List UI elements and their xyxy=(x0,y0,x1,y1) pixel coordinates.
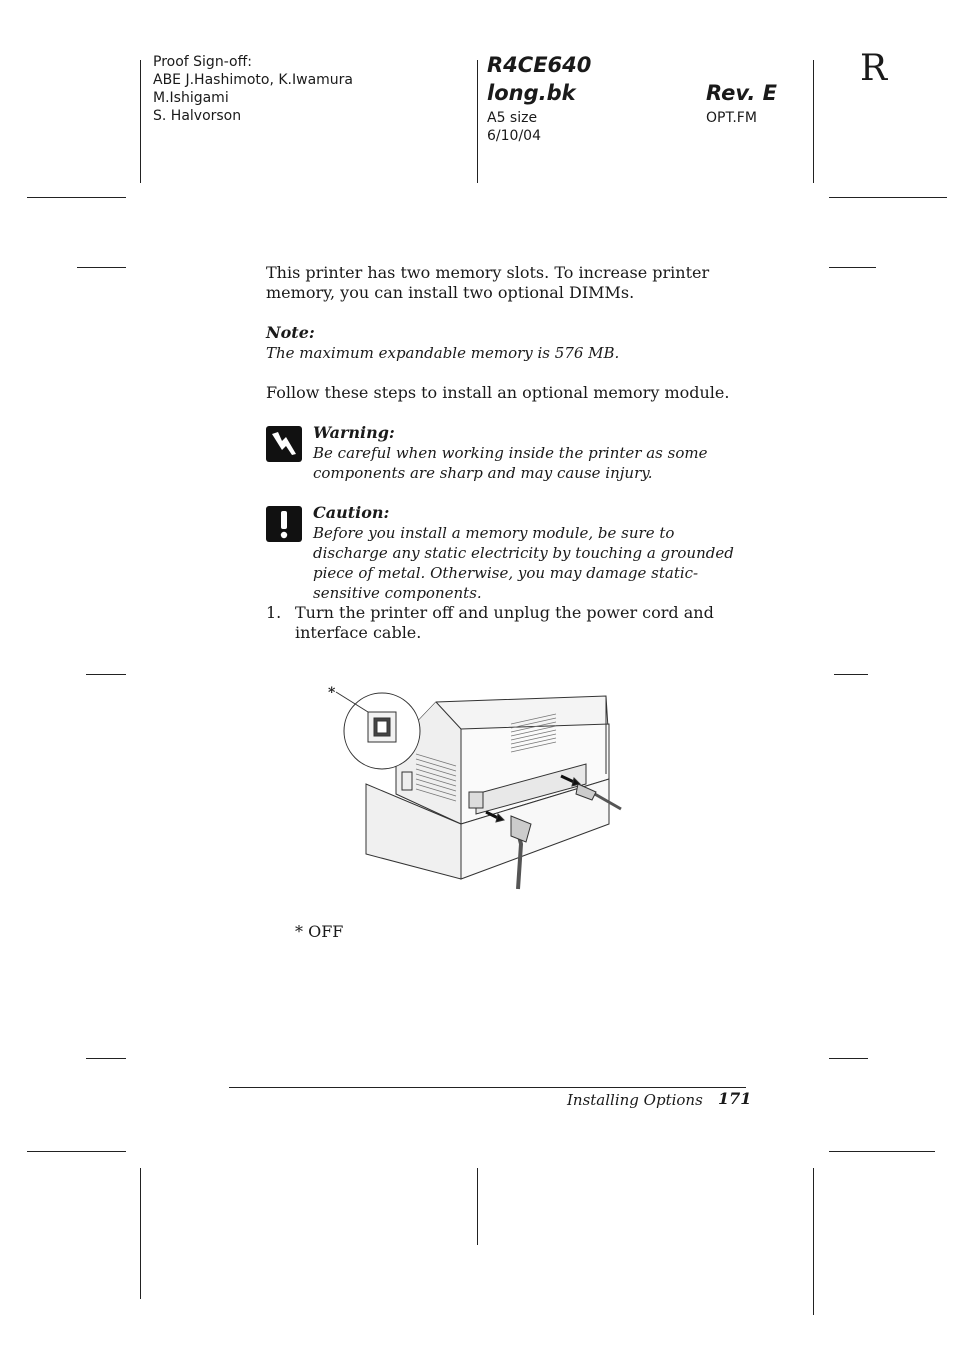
revision: Rev. E xyxy=(706,81,777,105)
crop-mark xyxy=(86,674,126,675)
follow-paragraph: Follow these steps to install an optional memory module. xyxy=(266,383,730,402)
proof-label: Proof Sign-off: xyxy=(153,54,252,70)
crop-mark xyxy=(140,60,141,183)
crop-mark xyxy=(27,197,126,198)
warning-icon xyxy=(266,426,302,462)
proof-name: ABE J.Hashimoto, K.Iwamura xyxy=(153,72,354,88)
crop-mark xyxy=(477,60,478,183)
note-text: The maximum expandable memory is 576 MB. xyxy=(266,344,620,362)
crop-mark xyxy=(77,267,126,268)
callout-star: * xyxy=(328,685,336,701)
warning-label: Warning: xyxy=(313,423,395,442)
crop-mark xyxy=(140,1168,141,1299)
footer-section: Installing Options xyxy=(567,1091,703,1109)
side-letter: R xyxy=(860,48,888,89)
proof-signoff xyxy=(153,53,353,125)
caution-label: Caution: xyxy=(313,503,390,522)
caution-icon xyxy=(266,506,302,542)
doc-code: R4CE640 xyxy=(487,53,592,77)
proof-name: M.Ishigami xyxy=(153,90,229,106)
crop-mark xyxy=(834,674,868,675)
doc-file: long.bk xyxy=(487,81,576,105)
crop-mark xyxy=(813,60,814,183)
step-number: 1. xyxy=(266,603,282,622)
crop-mark xyxy=(829,1151,935,1152)
doc-date: 6/10/04 xyxy=(487,128,541,144)
note-label: Note: xyxy=(266,323,315,342)
crop-mark xyxy=(27,1151,126,1152)
page-number: 171 xyxy=(718,1089,752,1108)
crop-mark xyxy=(829,267,876,268)
intro-paragraph: This printer has two memory slots. To increase printer memory, you can install two optional DIMMs. xyxy=(266,263,710,302)
crop-mark xyxy=(829,1058,868,1059)
printer-illustration xyxy=(326,684,626,894)
proof-name: S. Halvorson xyxy=(153,108,242,124)
caution-text: Before you install a memory module, be sure to discharge any static electricity by touching a grounded piece of metal. Otherwise, you may damage static-sensitive components. xyxy=(313,524,734,602)
figure-caption: * OFF xyxy=(295,922,344,941)
footer-rule xyxy=(229,1087,746,1088)
crop-mark xyxy=(829,197,947,198)
warning-text: Be careful when working inside the printer as some components are sharp and may cause injury. xyxy=(313,444,708,482)
frame-file: OPT.FM xyxy=(706,110,757,126)
crop-mark xyxy=(86,1058,126,1059)
page-size: A5 size xyxy=(487,110,538,126)
step-text: Turn the printer off and unplug the power cord and interface cable. xyxy=(295,603,714,642)
crop-mark xyxy=(477,1168,478,1245)
crop-mark xyxy=(813,1168,814,1315)
